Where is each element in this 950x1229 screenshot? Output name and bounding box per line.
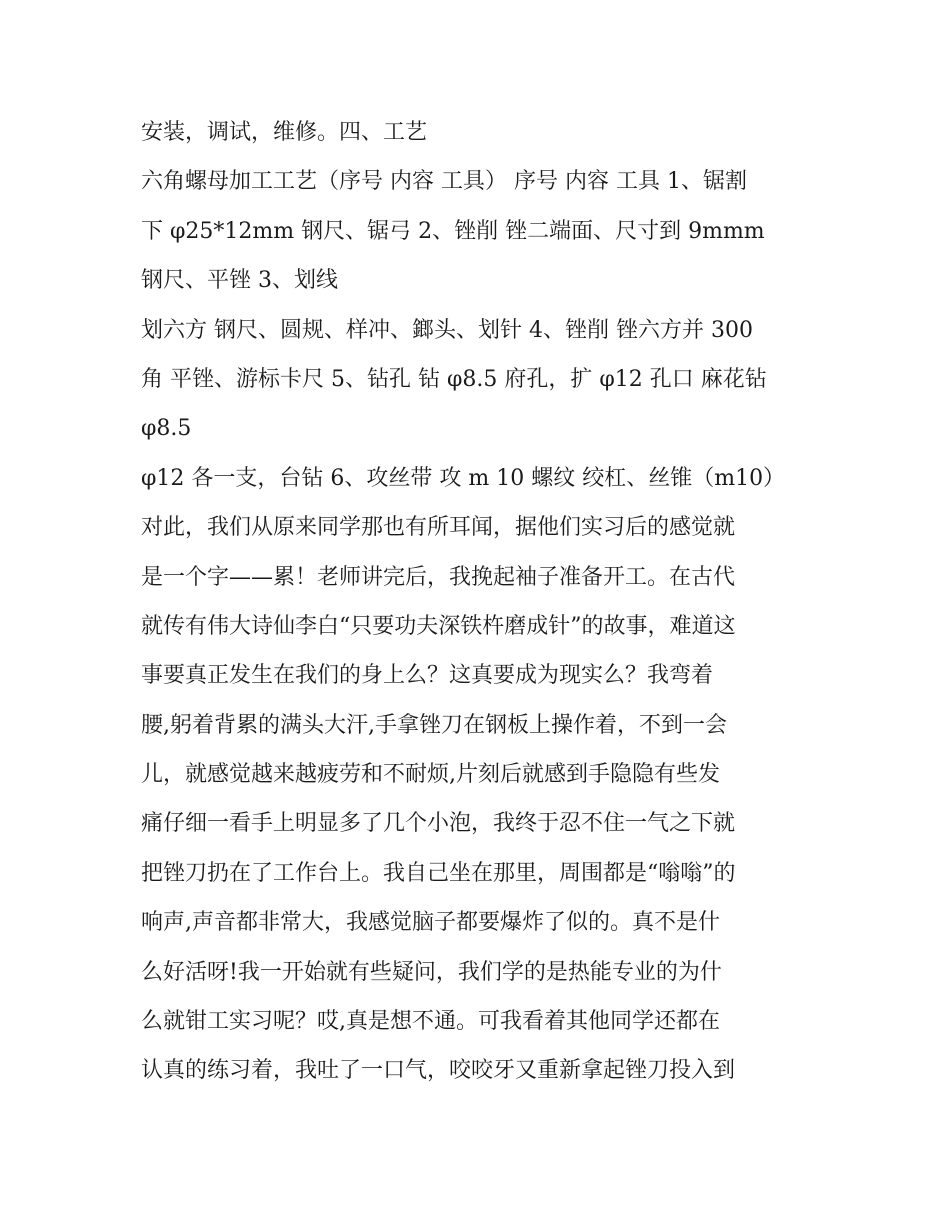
text-line: 事要真正发生在我们的身上么？这真要成为现实么？我弯着: [141, 663, 714, 689]
text-line: 六角螺母加工工艺（序号 内容 工具） 序号 内容 工具 1、锯割: [141, 169, 747, 195]
text-line: 么就钳工实习呢？哎,真是想不通。可我看着其他同学还都在: [141, 1009, 720, 1035]
document-body: [141, 108, 821, 1096]
text-line: 腰,躬着背累的满头大汗,手拿锉刀在钢板上操作着，不到一会: [141, 712, 727, 738]
text-line: 认真的练习着，我吐了一口气，咬咬牙又重新拿起锉刀投入到: [141, 1058, 736, 1084]
text-line: 划六方 钢尺、圆规、样冲、鎯头、划针 4、锉削 锉六方并 300: [141, 317, 753, 343]
text-line: 么好活呀!我一开始就有些疑问，我们学的是热能专业的为什: [141, 959, 722, 985]
text-line: 儿，就感觉越来越疲劳和不耐烦,片刻后就感到手隐隐有些发: [141, 762, 720, 788]
text-line: 对此，我们从原来同学那也有所耳闻，据他们实习后的感觉就: [141, 515, 736, 541]
text-line: φ12 各一支，台钻 6、攻丝带 攻 m 10 螺纹 绞杠、丝锥（m10）: [141, 465, 786, 491]
text-line: 下 φ25*12mm 钢尺、锯弓 2、锉削 锉二端面、尺寸到 9mmm: [141, 218, 765, 244]
text-line: 痛仔细一看手上明显多了几个小泡，我终于忍不住一气之下就: [141, 811, 736, 837]
text-line: 安装，调试，维修。四、工艺: [141, 120, 428, 145]
text-line: 是一个字——累！老师讲完后，我挽起袖子准备开工。在古代: [141, 564, 736, 590]
text-line: 就传有伟大诗仙李白“只要功夫深铁杵磨成针”的故事，难道这: [141, 613, 736, 639]
text-line: 角 平锉、游标卡尺 5、钻孔 钻 φ8.5 府孔，扩 φ12 孔口 麻花钻: [141, 366, 767, 392]
text-line: 响声,声音都非常大，我感觉脑子都要爆炸了似的。真不是什: [141, 910, 720, 936]
text-line: 钢尺、平锉 3、划线: [141, 268, 338, 294]
text-line: φ8.5: [141, 416, 192, 442]
text-line: 把锉刀扔在了工作台上。我自己坐在那里，周围都是“嗡嗡”的: [141, 860, 736, 886]
